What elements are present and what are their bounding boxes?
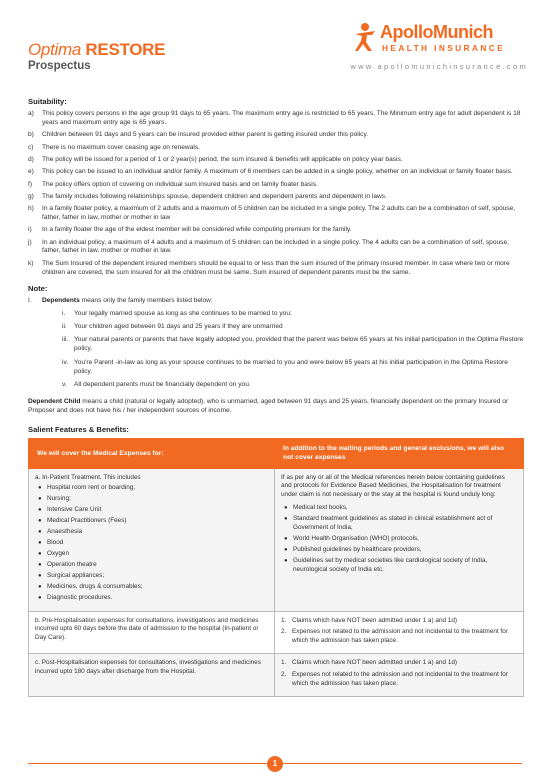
document-subtitle: Prospectus [28, 60, 91, 72]
dependents-definition: means only the family members listed below: [79, 296, 213, 304]
pre-exclusion-item-marker: 2. [281, 628, 287, 636]
cell-post-exclusions [275, 654, 524, 697]
suitability-item-marker: g) [28, 192, 34, 200]
bullet-icon: ● [38, 496, 42, 503]
benefits-table [28, 438, 524, 697]
suitability-item [28, 193, 524, 202]
suitability-item [28, 168, 524, 177]
reference-item-text: Standard treatment guidelines as stated in clinical establishment act of Government of India, [293, 515, 493, 532]
suitability-item-marker: d) [28, 155, 34, 163]
suitability-item-marker: a) [28, 110, 34, 118]
inpatient-item-text: Nursing; [47, 495, 71, 503]
table-row [29, 468, 524, 611]
suitability-heading: Suitability: [28, 97, 67, 106]
cell-pre-hospitalisation: b. Pre-Hospitalisation expenses for consultations, investigations and medicines incurred upto 60 days before the date of admission to the hospital (In-patient or Day Care). [29, 611, 275, 654]
dependents-list [56, 310, 524, 390]
pre-exclusion-item-text: Expenses not related to the admission and not incidental to the treatment for which the admission has taken place. [292, 628, 508, 644]
post-exclusion-item-marker: 2. [281, 671, 287, 679]
suitability-item [28, 181, 524, 190]
reference-item-text: Guidelines set by medical societies like cardiological society of India, neurological society of India etc. [293, 557, 488, 573]
dependent-item [56, 381, 524, 390]
suitability-item-marker: b) [28, 131, 34, 139]
suitability-item-text: There is no maximum cover ceasing age on renewals. [42, 143, 200, 151]
dependent-child-definition: means a child (natural or legally adopted), who is unmarried, aged between 91 days and 25 years, financially dependent on the primary Insured or Proposer and does not have his / her independent sources of income. [28, 398, 509, 415]
dependent-item [56, 323, 524, 332]
suitability-item-marker: h) [28, 205, 34, 213]
bullet-icon: ● [284, 505, 288, 512]
inpatient-item [35, 594, 268, 603]
table-row [29, 611, 524, 654]
cell-inpatient [29, 468, 275, 611]
suitability-list [28, 110, 524, 277]
dependent-item-text: You're Parent -in-law as long as your spouse continues to be married to you and were below 65 years at his initial participation in the Optima Restore policy. [74, 358, 508, 375]
suitability-item-text: The Sum Insured of the dependent insured members should be equal to or less than the sum insured of the primary insured member. In case where two or more children are covered, the sum insured for all the children must be same. Sum insured of dependent parents must be the same. [42, 259, 510, 276]
bullet-icon: ● [38, 551, 42, 558]
inpatient-item [35, 539, 268, 548]
inpatient-item [35, 517, 268, 526]
col-header-covered: We will cover the Medical Expenses for: [29, 439, 275, 468]
bullet-icon: ● [38, 540, 42, 547]
suitability-item-text: This policy covers persons in the age group 91 days to 65 years. The maximum entry age is restricted to 65 years. The Minimum entry age for adult dependent is 18 years and maximum entry age is 65 years. [42, 110, 521, 127]
suitability-item [28, 156, 524, 165]
inpatient-item-text: Medical Practitioners (Fees) [47, 517, 127, 525]
bullet-icon: ● [284, 536, 288, 543]
suitability-item-text: In an individual policy, a maximum of 4 adults and a maximum of 5 children can be included in a single policy. The 4 adults can be a combination of self, spouse, father, father in law, mother or mother in law. [42, 238, 509, 255]
inpatient-item-text: Intensive Care Unit [47, 506, 102, 514]
bullet-icon: ● [284, 558, 288, 565]
inpatient-item-text: Diagnostic procedures. [47, 594, 113, 602]
cell-post-hospitalisation: c. Post-Hospitalisation expenses for consultations, investigations and medicines incurred upto 180 days after discharge from the Hospital. [29, 654, 275, 697]
dependent-item [56, 310, 524, 319]
inpatient-item [35, 484, 268, 493]
bullet-icon: ● [284, 516, 288, 523]
dependents-term: Dependents [42, 296, 80, 304]
references-bullet-list [281, 504, 517, 574]
suitability-item-text: In a family floater the age of the eldest member will be considered while computing premium for the family. [42, 226, 352, 234]
dependent-item-marker: i. [62, 309, 66, 317]
website-url[interactable]: www.apollomunichinsurance.com [350, 62, 528, 71]
note-marker: I. [28, 296, 32, 304]
post-exclusion-item-marker: 1. [281, 659, 287, 667]
logo-wordmark: ApolloMunich [380, 22, 493, 42]
suitability-item-marker: j) [28, 238, 32, 246]
post-exclusion-item-text: Expenses not related to the admission and not incidental to the treatment for which the admission has taken place. [292, 671, 508, 687]
cell-pre-exclusions [275, 611, 524, 654]
inpatient-item-text: Surgical appliances; [47, 572, 105, 580]
inpatient-bullet-list [35, 484, 268, 603]
inpatient-item [35, 572, 268, 581]
inpatient-item-text: Medicines, drugs & consumables; [47, 583, 143, 591]
inpatient-item [35, 550, 268, 559]
post-exclusion-list [281, 659, 517, 688]
suitability-item [28, 226, 524, 235]
pre-exclusion-item-marker: 1. [281, 616, 287, 624]
pre-exclusion-item-text: Claims which have NOT been admitted under 1 a) and 1d) [292, 616, 458, 624]
suitability-item [28, 144, 524, 153]
post-exclusion-item-text: Claims which have NOT been admitted under 1 a) and 1d) [292, 659, 458, 667]
exclusion-intro: If as per any or all of the Medical references herein below containing guidelines and protocols for Evidence Based Medicines, the Hospitalisation for treatment under claim is not necessary or the stay at the hospital is found unduly long: [281, 473, 505, 498]
dependent-item [56, 336, 524, 354]
dependent-item-text: All dependent parents must be financially dependent on you. [74, 381, 251, 388]
inpatient-item-text: Anaesthesia [47, 528, 83, 536]
suitability-item [28, 205, 524, 223]
inpatient-item [35, 495, 268, 504]
bullet-icon: ● [38, 529, 42, 536]
bullet-icon: ● [38, 507, 42, 514]
bullet-icon: ● [38, 584, 42, 591]
post-exclusion-item [281, 671, 517, 688]
dependent-item-text: Your children aged between 91 days and 25 years if they are unmarried [74, 323, 283, 331]
cell-inpatient-exclusions [275, 468, 524, 611]
table-row [29, 654, 524, 697]
suitability-item-marker: i) [28, 226, 32, 234]
reference-item [281, 557, 517, 574]
inpatient-item [35, 583, 268, 592]
pre-exclusion-item [281, 628, 517, 645]
suitability-item-marker: c) [28, 143, 34, 151]
suitability-item-text: This policy can be issued to an individual and/or family. A maximum of 6 members can be added in a single policy, whether on an individual or family floater basis. [42, 168, 513, 176]
logo-figure-icon [352, 22, 378, 52]
dependent-item-marker: ii. [62, 323, 67, 331]
reference-item-text: Published guidelines by healthcare providers, [293, 546, 422, 554]
dependent-item-marker: iii. [62, 336, 69, 344]
table-header-row [29, 439, 524, 468]
bullet-icon: ● [38, 562, 42, 569]
product-title [28, 40, 165, 60]
dependent-child-term: Dependent Child [28, 398, 81, 406]
pre-exclusion-list [281, 617, 517, 646]
suitability-item-text: Children between 91 days and 5 years can be insured provided either parent is getting insured under this policy. [42, 131, 369, 139]
suitability-item-marker: f) [28, 180, 33, 188]
inpatient-item-text: Blood [47, 539, 64, 547]
suitability-item [28, 110, 524, 128]
salient-heading: Salient Features & Benefits: [28, 425, 129, 435]
suitability-item [28, 131, 524, 140]
inpatient-item [35, 528, 268, 537]
dependent-child-paragraph [28, 398, 524, 416]
dependent-item-text: Your legally married spouse as long as she continues to be married to you; [74, 309, 292, 317]
bullet-icon: ● [38, 595, 42, 602]
inpatient-item-text: Hospital room rent or boarding; [47, 484, 136, 492]
dependent-item-text: Your natural parents or parents that have legally adopted you, provided that the parent was below 65 years at his initial participation in the Optima Restore policy. [74, 336, 524, 353]
suitability-item-text: In a family floater policy, a maximum of 2 adults and a maximum of 5 children can be included in a single policy. The 2 adults can be a combination of self, spouse, father, father in law, mother or mother in law [42, 205, 516, 221]
inpatient-item [35, 506, 268, 515]
page-header [0, 0, 550, 92]
suitability-item-marker: e) [28, 168, 34, 176]
post-exclusion-item [281, 659, 517, 668]
suitability-item-text: The policy will be issued for a period of 1 or 2 year(s) period, the sum insured & benefits will applicable on policy year basis. [42, 155, 403, 163]
product-title-restore: RESTORE [85, 40, 166, 59]
suitability-item-text: The policy offers option of covering on individual sum insured basis and on family floater basis. [42, 180, 318, 188]
suitability-item [28, 239, 524, 257]
bullet-icon: ● [38, 518, 42, 525]
inpatient-title: a. In-Patient Treatment. This includes [35, 473, 141, 481]
main-content [28, 97, 524, 697]
suitability-item [28, 260, 524, 278]
reference-item [281, 546, 517, 555]
dependent-item-marker: v. [62, 381, 67, 388]
reference-item [281, 504, 517, 513]
bullet-icon: ● [38, 573, 42, 580]
note-heading: Note: [28, 283, 48, 293]
inpatient-item-text: Oxygen [47, 550, 70, 558]
inpatient-item [35, 561, 268, 570]
company-logo [352, 22, 528, 58]
dependent-item-marker: iv. [62, 358, 69, 366]
reference-item-text: Medical text books, [293, 504, 348, 512]
reference-item [281, 515, 517, 532]
dependent-item [56, 359, 524, 377]
suitability-item-marker: k) [28, 259, 34, 267]
bullet-icon: ● [38, 485, 42, 492]
suitability-item-text: The family includes following relationships spouse, dependent children and dependent parents and dependent in laws. [42, 192, 387, 200]
logo-tagline: HEALTH INSURANCE [382, 43, 506, 53]
pre-exclusion-item [281, 617, 517, 626]
note-list [28, 297, 524, 395]
col-header-not-covered: In addition to the waiting periods and general exclusions, we will also not cover expenses [275, 439, 524, 468]
reference-item [281, 535, 517, 544]
inpatient-item-text: Operation theatre [47, 561, 97, 569]
bullet-icon: ● [284, 547, 288, 554]
reference-item-text: World Health Organisation (WHO) protocols, [293, 535, 419, 543]
page-number: 1 [267, 756, 283, 772]
product-title-optima: Optima [28, 40, 86, 59]
note-item [28, 297, 524, 395]
